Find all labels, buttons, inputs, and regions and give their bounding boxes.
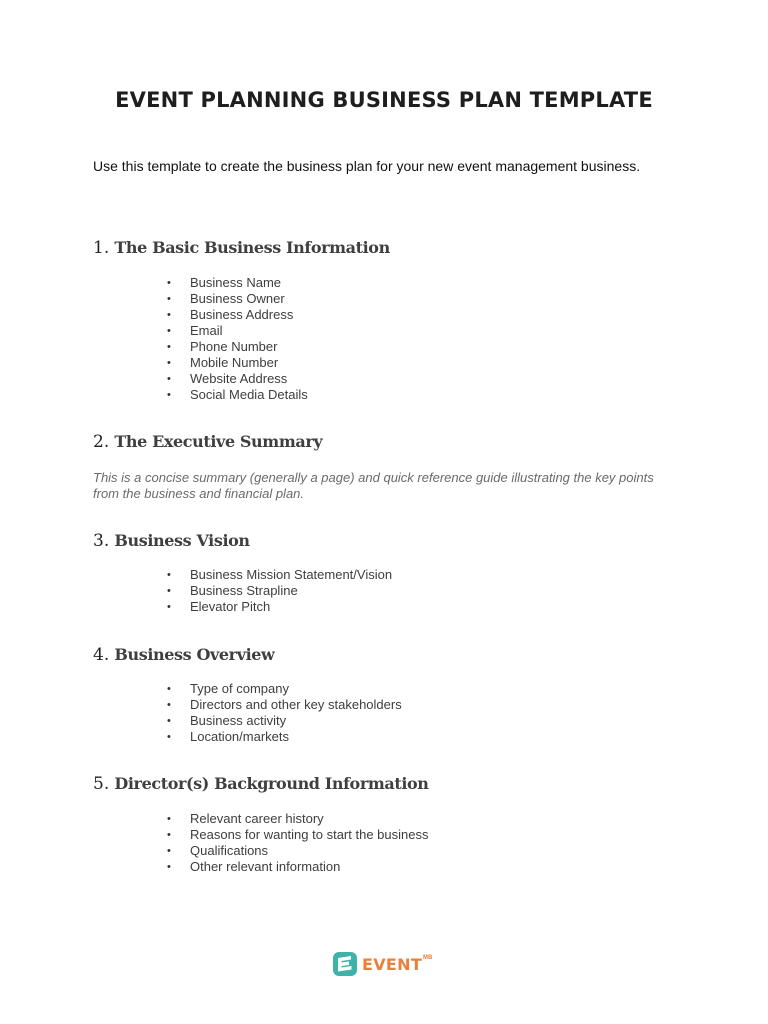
- executive-summary-description: This is a concise summary (generally a page) and quick reference guide illustrating the key points from the business and financial plan.: [93, 470, 654, 501]
- bullet-icon: •: [167, 829, 171, 841]
- bullet-icon: •: [167, 683, 171, 695]
- bullet-icon: •: [167, 341, 171, 353]
- section-title: Business Vision: [114, 531, 250, 550]
- section-heading-director-background: [93, 774, 429, 794]
- bullet-icon: •: [167, 731, 171, 743]
- bullet-icon: •: [167, 389, 171, 401]
- list-item: • Location/markets: [167, 729, 289, 744]
- bullet-icon: •: [167, 845, 171, 857]
- list-item: • Other relevant information: [167, 859, 341, 874]
- list-item: • Qualifications: [167, 843, 269, 858]
- section-title: The Executive Summary: [114, 432, 323, 451]
- list-item: • Directors and other key stakeholders: [167, 697, 402, 712]
- business-overview-list: [167, 681, 402, 745]
- document-title: EVENT PLANNING BUSINESS PLAN TEMPLATE: [115, 88, 653, 112]
- bullet-icon: •: [167, 325, 171, 337]
- list-item: • Elevator Pitch: [167, 599, 271, 614]
- section-number: 1.: [93, 238, 110, 258]
- section-heading-business-overview: [93, 645, 274, 665]
- list-item: • Phone Number: [167, 339, 278, 354]
- section-heading-business-vision: [93, 531, 250, 551]
- footer-logo: [332, 950, 432, 978]
- business-vision-list: [167, 567, 393, 615]
- bullet-icon: •: [167, 601, 171, 613]
- section-title: The Basic Business Information: [114, 238, 390, 257]
- bullet-icon: •: [167, 585, 171, 597]
- list-item: • Business Mission Statement/Vision: [167, 567, 393, 582]
- bullet-icon: •: [167, 699, 171, 711]
- section-number: 5.: [93, 774, 110, 794]
- bullet-icon: •: [167, 715, 171, 727]
- bullet-icon: •: [167, 569, 171, 581]
- bullet-icon: •: [167, 277, 171, 289]
- list-item: • Email: [167, 323, 223, 338]
- director-background-list: [167, 811, 429, 875]
- list-item: • Business Address: [167, 307, 294, 322]
- list-item: • Website Address: [167, 371, 288, 386]
- section-heading-executive-summary: [93, 432, 322, 452]
- logo-wordmark: EVENT: [362, 954, 423, 974]
- list-item: • Business activity: [167, 713, 287, 728]
- logo-superscript: MB: [423, 955, 433, 961]
- intro-paragraph: Use this template to create the business plan for your new event management business.: [93, 158, 641, 174]
- eventmb-logo-icon: [332, 951, 358, 977]
- section-number: 4.: [93, 645, 110, 665]
- list-item: • Business Name: [167, 275, 282, 290]
- bullet-icon: •: [167, 373, 171, 385]
- section-title: Director(s) Background Information: [114, 774, 429, 793]
- list-item: • Type of company: [167, 681, 289, 696]
- bullet-icon: •: [167, 861, 171, 873]
- list-item: • Business Owner: [167, 291, 285, 306]
- section-number: 3.: [93, 531, 110, 551]
- section-number: 2.: [93, 432, 110, 452]
- bullet-icon: •: [167, 357, 171, 369]
- bullet-icon: •: [167, 813, 171, 825]
- section-heading-basic-info: [93, 238, 390, 258]
- list-item: • Reasons for wanting to start the business: [167, 827, 429, 842]
- list-item: • Mobile Number: [167, 355, 279, 370]
- section-title: Business Overview: [114, 645, 275, 664]
- list-item: • Business Strapline: [167, 583, 298, 598]
- bullet-icon: •: [167, 293, 171, 305]
- list-item: • Relevant career history: [167, 811, 324, 826]
- basic-info-list: [167, 275, 308, 403]
- list-item: • Social Media Details: [167, 387, 308, 402]
- bullet-icon: •: [167, 309, 171, 321]
